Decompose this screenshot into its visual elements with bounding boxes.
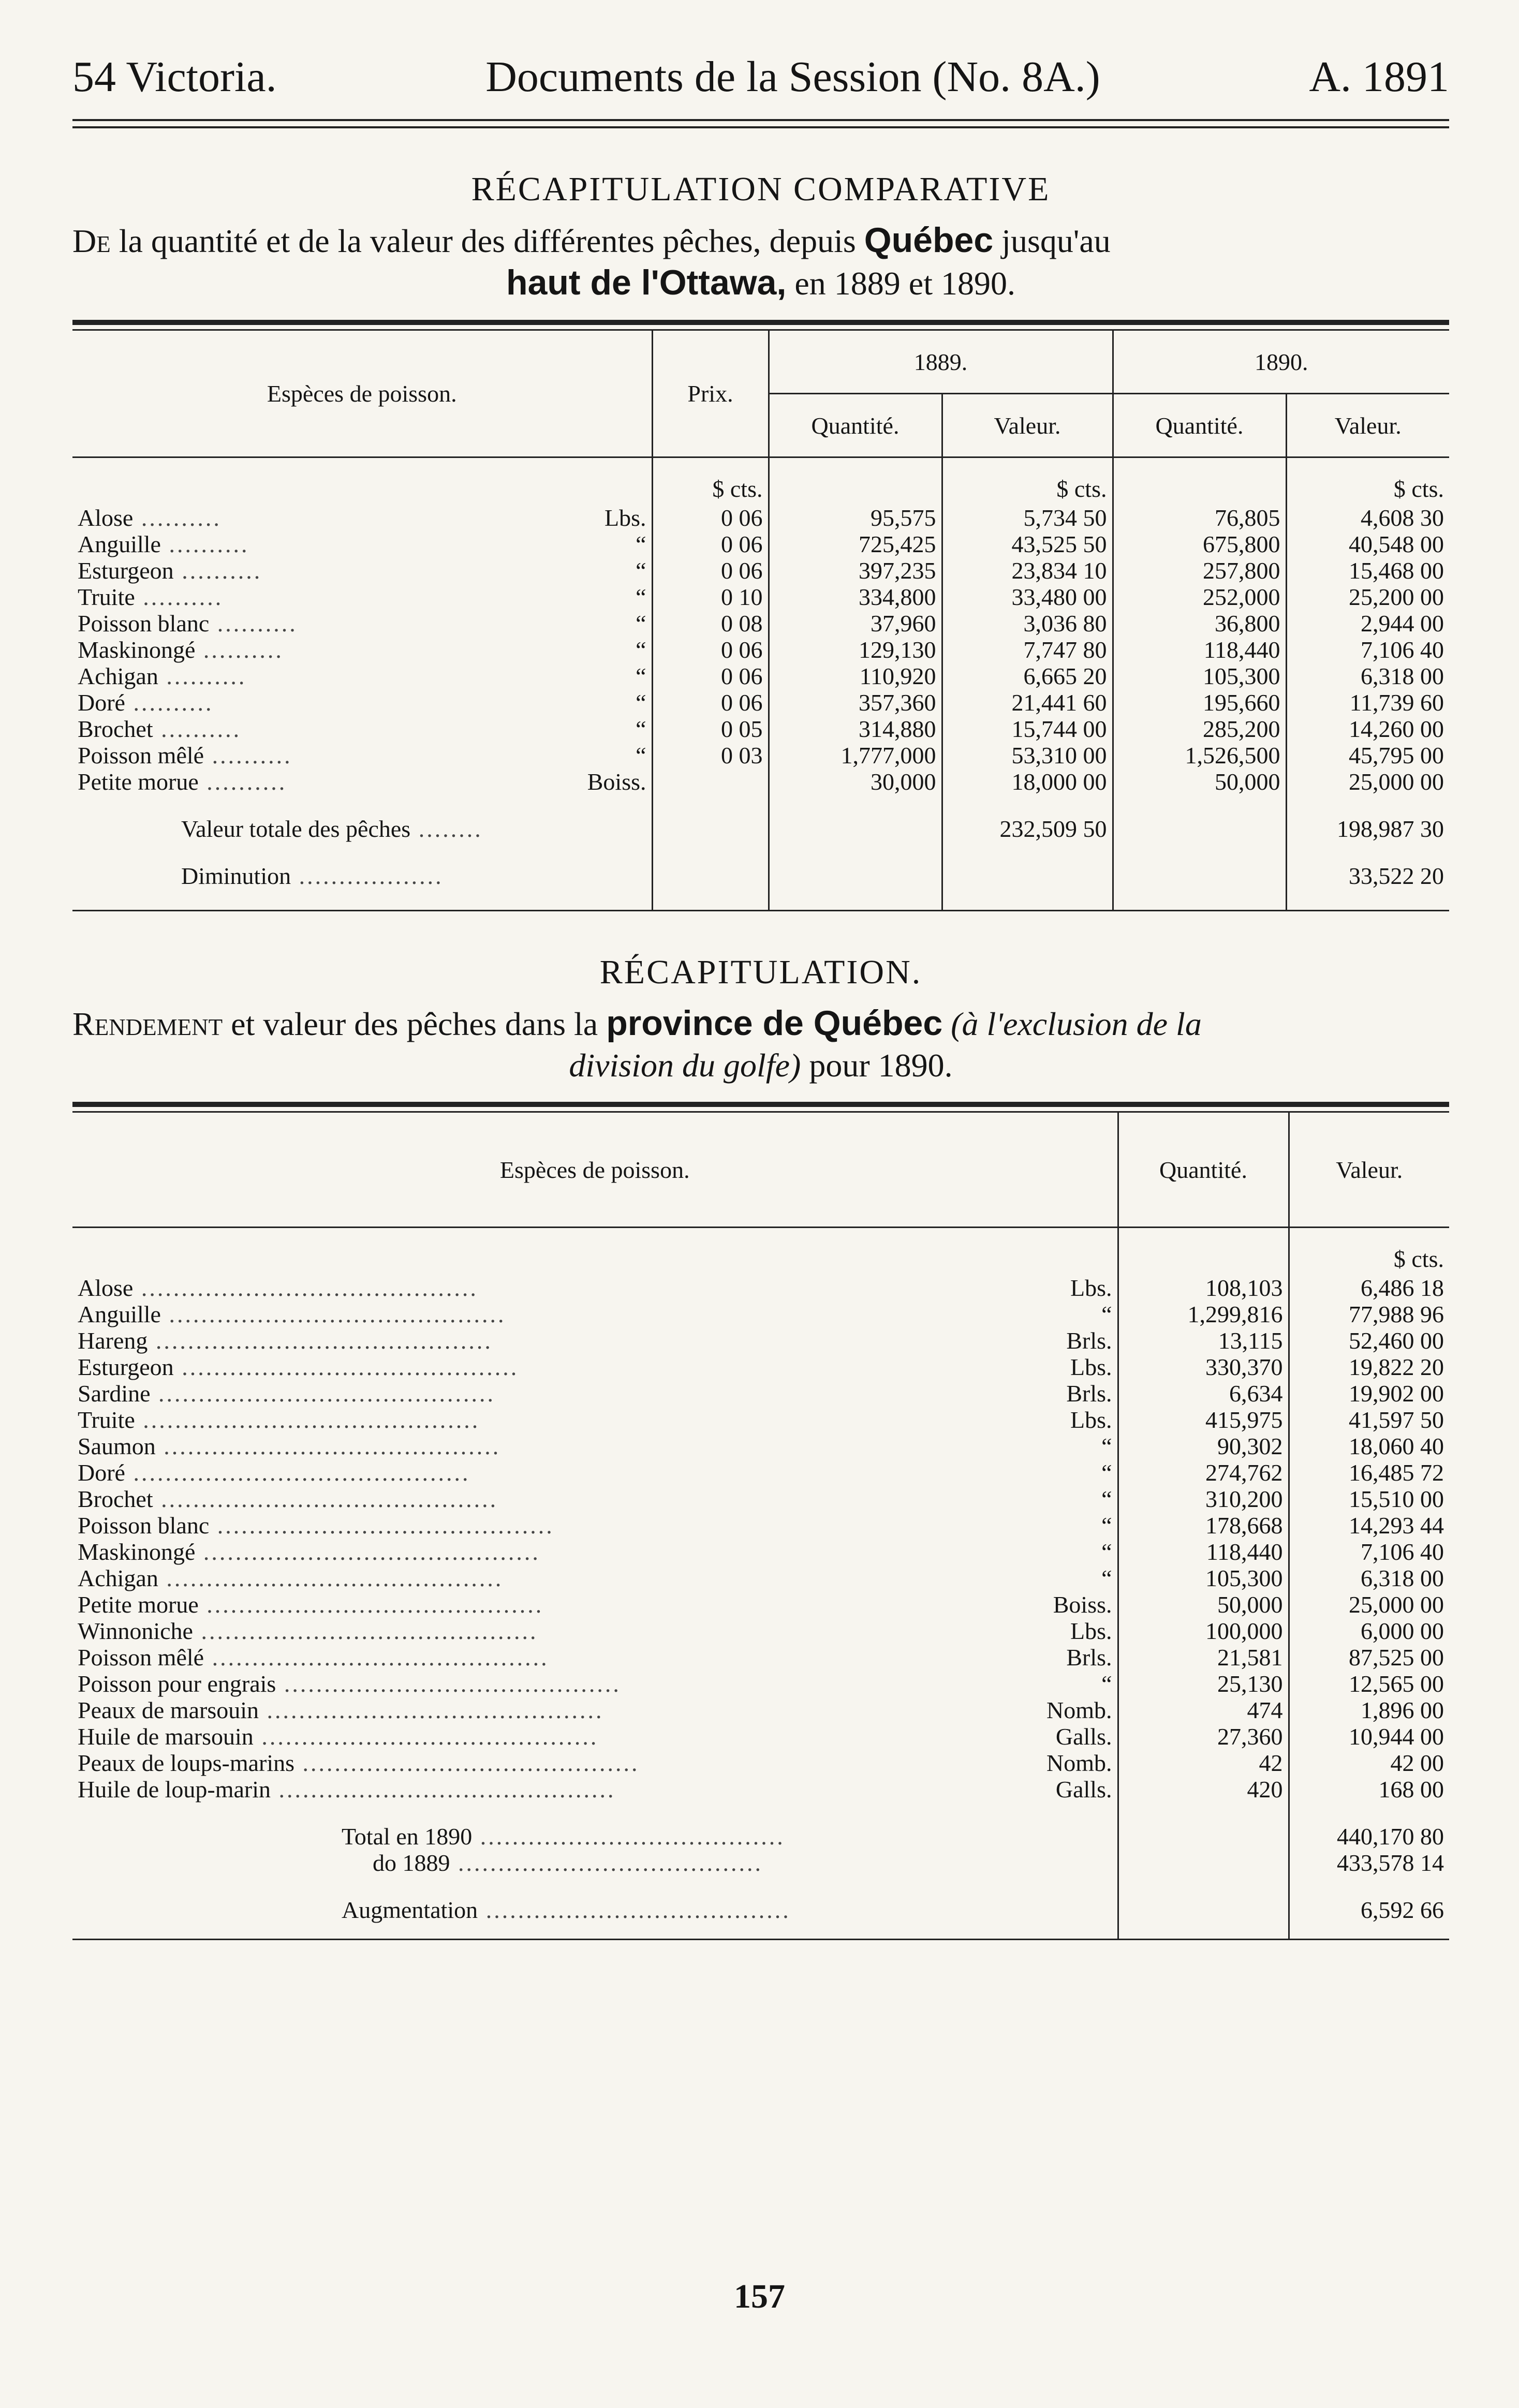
species-cell: Brochet .......... “ xyxy=(78,716,646,742)
quantity-cell: 330,370 xyxy=(1118,1354,1289,1380)
value-cell: 14,293 44 xyxy=(1289,1512,1449,1539)
augmentation-label: Augmentation xyxy=(342,1897,478,1923)
value-1890-cell: 7,106 40 xyxy=(1286,637,1449,663)
species-cell: Poisson blanc .......... “ xyxy=(78,610,646,637)
species-name: Maskinongé xyxy=(78,637,196,663)
price-cell: 0 03 xyxy=(652,742,769,769)
quantity-cell: 274,762 xyxy=(1118,1459,1289,1486)
table-row xyxy=(72,1644,1449,1671)
diminution-cell: 33,522 20 xyxy=(1286,863,1449,889)
species-name: Maskinongé xyxy=(78,1539,196,1565)
value-1889-cell: 21,441 60 xyxy=(942,689,1113,716)
price-cell: 0 06 xyxy=(652,689,769,716)
species-name: Anguille xyxy=(78,1301,161,1327)
species-cell: Poisson blanc .......................................... “ xyxy=(78,1512,1112,1539)
table-row xyxy=(72,1723,1449,1750)
value-cell: 168 00 xyxy=(1289,1776,1449,1803)
table-row xyxy=(72,557,1449,584)
species-cell: Maskinongé .......... “ xyxy=(78,637,646,663)
col-header-price: Prix. xyxy=(652,331,769,457)
species-unit: “ xyxy=(636,742,646,769)
table-row xyxy=(72,1327,1449,1354)
species-unit: Boiss. xyxy=(1053,1591,1112,1618)
species-unit: “ xyxy=(1101,1539,1112,1565)
section1-top-rule xyxy=(72,320,1449,331)
quantity-1889-cell: 95,575 xyxy=(769,505,942,531)
value-1890-cell: 25,200 00 xyxy=(1286,584,1449,610)
section2-subtitle-lead: Rendement xyxy=(72,1006,223,1042)
col-header-quantity-1889: Quantité. xyxy=(769,394,942,457)
species-name: Poisson blanc xyxy=(78,1512,210,1539)
section2-subtitle-bold: province de Québec xyxy=(606,1003,943,1043)
quantity-1890-cell: 105,300 xyxy=(1113,663,1286,689)
section1-subtitle-text1: la quantité et de la valeur des différentes pêches, depuis xyxy=(110,223,864,259)
diminution-label: Diminution xyxy=(181,863,291,889)
species-cell: Anguille .......................................... “ xyxy=(78,1301,1112,1327)
table-row xyxy=(72,1565,1449,1591)
quantity-cell: 118,440 xyxy=(1118,1539,1289,1565)
species-cell: Huile de marsouin .......................................... Galls. xyxy=(78,1723,1112,1750)
value-cell: 15,510 00 xyxy=(1289,1486,1449,1512)
value-cell: 16,485 72 xyxy=(1289,1459,1449,1486)
species-cell: Truite .......................................... Lbs. xyxy=(78,1407,1112,1433)
total-1890-label: Total en 1890 xyxy=(342,1823,473,1850)
value-cell: 12,565 00 xyxy=(1289,1671,1449,1697)
quantity-1890-cell: 195,660 xyxy=(1113,689,1286,716)
species-unit: Nomb. xyxy=(1046,1697,1112,1723)
value-cell: 25,000 00 xyxy=(1289,1591,1449,1618)
quantity-cell: 13,115 xyxy=(1118,1327,1289,1354)
species-name: Alose xyxy=(78,1275,134,1301)
table-row xyxy=(72,1671,1449,1697)
total-1889-label: do 1889 xyxy=(373,1850,450,1876)
species-name: Poisson mêlé xyxy=(78,1644,204,1671)
value-1889-cell: 53,310 00 xyxy=(942,742,1113,769)
price-cell: 0 08 xyxy=(652,610,769,637)
quantity-cell: 108,103 xyxy=(1118,1275,1289,1301)
species-name: Peaux de marsouin xyxy=(78,1697,259,1723)
species-unit: “ xyxy=(1101,1565,1112,1591)
section2-bottom-rule xyxy=(72,1939,1449,1940)
value-1889-cell: 5,734 50 xyxy=(942,505,1113,531)
quantity-1889-cell: 110,920 xyxy=(769,663,942,689)
quantity-1889-cell: 334,800 xyxy=(769,584,942,610)
total-row: Valeur totale des pêches ........ 232,509 50 198,987 30 xyxy=(72,816,1449,842)
quantity-cell: 1,299,816 xyxy=(1118,1301,1289,1327)
quantity-1890-cell: 36,800 xyxy=(1113,610,1286,637)
table-row xyxy=(72,769,1449,795)
species-unit: “ xyxy=(636,637,646,663)
table-row xyxy=(72,1591,1449,1618)
total-1889-row: do 1889 ...................................... 433,578 14 xyxy=(72,1850,1449,1876)
quantity-1889-cell: 357,360 xyxy=(769,689,942,716)
price-cell xyxy=(652,769,769,795)
species-name: Anguille xyxy=(78,531,161,557)
quantity-1889-cell: 30,000 xyxy=(769,769,942,795)
table-row xyxy=(72,610,1449,637)
section1-table xyxy=(72,331,1449,910)
col-header-species: Espèces de poisson. xyxy=(267,380,457,407)
species-cell: Peaux de marsouin .......................................... Nomb. xyxy=(78,1697,1112,1723)
species-name: Esturgeon xyxy=(78,557,174,584)
col-header-value-1890: Valeur. xyxy=(1286,394,1449,457)
section1-subtitle-bold1: Québec xyxy=(864,220,994,260)
quantity-cell: 420 xyxy=(1118,1776,1289,1803)
quantity-1890-cell: 1,526,500 xyxy=(1113,742,1286,769)
quantity-1889-cell: 314,880 xyxy=(769,716,942,742)
species-name: Sardine xyxy=(78,1380,151,1407)
value-1890-cell: 45,795 00 xyxy=(1286,742,1449,769)
value-1890-cell: 6,318 00 xyxy=(1286,663,1449,689)
quantity-cell: 105,300 xyxy=(1118,1565,1289,1591)
species-unit: Lbs. xyxy=(1070,1275,1112,1301)
species-cell: Hareng .......................................... Brls. xyxy=(78,1327,1112,1354)
table-row xyxy=(72,1407,1449,1433)
species-name: Brochet xyxy=(78,1486,153,1512)
species-name: Alose xyxy=(78,505,134,531)
quantity-1889-cell: 129,130 xyxy=(769,637,942,663)
s2-col-header-value: Valeur. xyxy=(1289,1113,1449,1228)
value-cell: 77,988 96 xyxy=(1289,1301,1449,1327)
value-1890-cell: 25,000 00 xyxy=(1286,769,1449,795)
species-unit: Boiss. xyxy=(587,769,646,795)
col-header-value-1889: Valeur. xyxy=(942,394,1113,457)
table-row xyxy=(72,1275,1449,1301)
quantity-cell: 25,130 xyxy=(1118,1671,1289,1697)
quantity-cell: 474 xyxy=(1118,1697,1289,1723)
table-row xyxy=(72,1697,1449,1723)
species-unit: Lbs. xyxy=(604,505,646,531)
table-row xyxy=(72,531,1449,557)
value-cell: 10,944 00 xyxy=(1289,1723,1449,1750)
value-cell: 7,106 40 xyxy=(1289,1539,1449,1565)
price-cell: 0 06 xyxy=(652,505,769,531)
col-header-1890: 1890. xyxy=(1113,331,1449,394)
species-name: Hareng xyxy=(78,1327,148,1354)
species-name: Huile de marsouin xyxy=(78,1723,254,1750)
species-cell: Peaux de loups-marins .......................................... Nomb. xyxy=(78,1750,1112,1776)
value-1890-cell: 14,260 00 xyxy=(1286,716,1449,742)
value-1889-cts-header: $ cts. xyxy=(942,458,1113,505)
section1-subtitle-text2: jusqu'au xyxy=(993,223,1111,259)
species-unit: “ xyxy=(1101,1486,1112,1512)
species-name: Poisson pour engrais xyxy=(78,1671,276,1697)
price-cell: 0 10 xyxy=(652,584,769,610)
quantity-1889-cell: 725,425 xyxy=(769,531,942,557)
value-cell: 6,318 00 xyxy=(1289,1565,1449,1591)
species-cell: Doré .......................................... “ xyxy=(78,1459,1112,1486)
species-unit: Galls. xyxy=(1055,1723,1112,1750)
value-1890-cell: 2,944 00 xyxy=(1286,610,1449,637)
value-cell: 1,896 00 xyxy=(1289,1697,1449,1723)
species-cell: Alose .......................................... Lbs. xyxy=(78,1275,1112,1301)
value-cell: 18,060 40 xyxy=(1289,1433,1449,1459)
quantity-1890-cell: 252,000 xyxy=(1113,584,1286,610)
species-cell: Sardine .......................................... Brls. xyxy=(78,1380,1112,1407)
table-row xyxy=(72,1301,1449,1327)
value-1889-cell: 18,000 00 xyxy=(942,769,1113,795)
species-name: Truite xyxy=(78,584,135,610)
species-name: Huile de loup-marin xyxy=(78,1776,271,1803)
species-unit: Brls. xyxy=(1066,1380,1112,1407)
quantity-cell: 415,975 xyxy=(1118,1407,1289,1433)
value-1889-cell: 3,036 80 xyxy=(942,610,1113,637)
price-cell: 0 06 xyxy=(652,663,769,689)
species-name: Doré xyxy=(78,689,125,716)
table-row xyxy=(72,1618,1449,1644)
species-name: Saumon xyxy=(78,1433,156,1459)
species-name: Achigan xyxy=(78,1565,158,1591)
table-row xyxy=(72,1354,1449,1380)
quantity-cell: 27,360 xyxy=(1118,1723,1289,1750)
quantity-1890-cell: 118,440 xyxy=(1113,637,1286,663)
value-cell: 41,597 50 xyxy=(1289,1407,1449,1433)
table-row xyxy=(72,505,1449,531)
value-cell: 19,822 20 xyxy=(1289,1354,1449,1380)
species-unit: Lbs. xyxy=(1070,1618,1112,1644)
species-unit: “ xyxy=(1101,1671,1112,1697)
augmentation-row: Augmentation ...................................... 6,592 66 xyxy=(72,1897,1449,1923)
table-row xyxy=(72,689,1449,716)
section1-subtitle-lead: De xyxy=(72,223,111,259)
species-cell: Huile de loup-marin .......................................... Galls. xyxy=(78,1776,1112,1803)
quantity-cell: 6,634 xyxy=(1118,1380,1289,1407)
section1-bottom-rule xyxy=(72,910,1449,911)
value-1889-cell: 43,525 50 xyxy=(942,531,1113,557)
section2-title: RÉCAPITULATION. xyxy=(599,953,922,991)
total-1890-value: 440,170 80 xyxy=(1289,1823,1449,1850)
quantity-cell: 21,581 xyxy=(1118,1644,1289,1671)
species-cell: Alose .......... Lbs. xyxy=(78,505,646,531)
s2-col-header-species: Espèces de poisson. xyxy=(499,1156,690,1183)
table-row xyxy=(72,1776,1449,1803)
species-unit: Nomb. xyxy=(1046,1750,1112,1776)
value-1890-cell: 15,468 00 xyxy=(1286,557,1449,584)
page-number: 157 xyxy=(734,2278,785,2315)
value-cell: 52,460 00 xyxy=(1289,1327,1449,1354)
table-row xyxy=(72,742,1449,769)
section2-subtitle-text2: pour 1890. xyxy=(801,1047,953,1084)
species-unit: Lbs. xyxy=(1070,1407,1112,1433)
species-unit: “ xyxy=(636,689,646,716)
s2-col-header-quantity: Quantité. xyxy=(1118,1113,1289,1228)
section2-table xyxy=(72,1113,1449,1939)
species-name: Peaux de loups-marins xyxy=(78,1750,295,1776)
section2-subtitle-italic2: division du golfe) xyxy=(569,1047,801,1084)
species-unit: Lbs. xyxy=(1070,1354,1112,1380)
species-unit: Galls. xyxy=(1055,1776,1112,1803)
value-1890-cts-header: $ cts. xyxy=(1286,458,1449,505)
total-1889-cell: 232,509 50 xyxy=(942,816,1113,842)
species-unit: “ xyxy=(636,531,646,557)
section2-subtitle-text1: et valeur des pêches dans la xyxy=(223,1006,607,1042)
species-unit: “ xyxy=(1101,1301,1112,1327)
species-name: Doré xyxy=(78,1459,125,1486)
species-unit: “ xyxy=(1101,1433,1112,1459)
species-cell: Winnoniche .......................................... Lbs. xyxy=(78,1618,1112,1644)
price-cell: 0 06 xyxy=(652,557,769,584)
quantity-cell: 50,000 xyxy=(1118,1591,1289,1618)
species-unit: “ xyxy=(1101,1459,1112,1486)
value-1890-cell: 4,608 30 xyxy=(1286,505,1449,531)
quantity-1890-cell: 285,200 xyxy=(1113,716,1286,742)
section1-subtitle-text3: en 1889 et 1890. xyxy=(786,265,1015,302)
species-cell: Saumon .......................................... “ xyxy=(78,1433,1112,1459)
table-row xyxy=(72,1486,1449,1512)
species-cell: Anguille .......... “ xyxy=(78,531,646,557)
price-cts-header: $ cts. xyxy=(652,458,769,505)
quantity-1890-cell: 675,800 xyxy=(1113,531,1286,557)
price-cell: 0 06 xyxy=(652,531,769,557)
quantity-cell: 178,668 xyxy=(1118,1512,1289,1539)
diminution-row: Diminution .................. 33,522 20 xyxy=(72,863,1449,889)
species-name: Esturgeon xyxy=(78,1354,174,1380)
species-unit: Brls. xyxy=(1066,1327,1112,1354)
section1-title: RÉCAPITULATION COMPARATIVE xyxy=(471,170,1051,208)
section1-subtitle-bold2: haut de l'Ottawa, xyxy=(506,263,787,302)
species-name: Truite xyxy=(78,1407,135,1433)
header-rule xyxy=(72,119,1449,128)
quantity-1890-cell: 50,000 xyxy=(1113,769,1286,795)
species-cell: Esturgeon .......... “ xyxy=(78,557,646,584)
header-center: Documents de la Session (No. 8A.) xyxy=(485,53,1100,101)
value-1890-cell: 40,548 00 xyxy=(1286,531,1449,557)
table-row xyxy=(72,637,1449,663)
species-cell: Poisson mêlé .......................................... Brls. xyxy=(78,1644,1112,1671)
value-cell: 6,000 00 xyxy=(1289,1618,1449,1644)
table-row xyxy=(72,1512,1449,1539)
species-cell: Petite morue .......................................... Boiss. xyxy=(78,1591,1112,1618)
section2-subtitle xyxy=(72,1002,1449,1086)
section1-subtitle xyxy=(72,219,1449,304)
table-row xyxy=(72,1459,1449,1486)
quantity-1889-cell: 37,960 xyxy=(769,610,942,637)
header-left: 54 Victoria. xyxy=(72,53,277,101)
value-cell: 19,902 00 xyxy=(1289,1380,1449,1407)
species-cell: Maskinongé .......................................... “ xyxy=(78,1539,1112,1565)
species-unit: “ xyxy=(636,610,646,637)
total-1890-row: Total en 1890 ...................................... 440,170 80 xyxy=(72,1823,1449,1850)
species-name: Poisson mêlé xyxy=(78,742,204,769)
running-header xyxy=(72,52,1449,119)
species-cell: Petite morue .......... Boiss. xyxy=(78,769,646,795)
value-1889-cell: 15,744 00 xyxy=(942,716,1113,742)
price-cell: 0 05 xyxy=(652,716,769,742)
species-cell: Achigan .......................................... “ xyxy=(78,1565,1112,1591)
table-row xyxy=(72,663,1449,689)
section2-subtitle-italic1: (à l'exclusion de la xyxy=(951,1006,1202,1042)
value-1889-cell: 23,834 10 xyxy=(942,557,1113,584)
species-cell: Poisson pour engrais .......................................... “ xyxy=(78,1671,1112,1697)
species-name: Poisson blanc xyxy=(78,610,210,637)
value-1889-cell: 6,665 20 xyxy=(942,663,1113,689)
species-cell: Poisson mêlé .......... “ xyxy=(78,742,646,769)
value-cell: 87,525 00 xyxy=(1289,1644,1449,1671)
species-unit: “ xyxy=(1101,1512,1112,1539)
species-unit: Brls. xyxy=(1066,1644,1112,1671)
table-row xyxy=(72,1380,1449,1407)
total-1889-value: 433,578 14 xyxy=(1289,1850,1449,1876)
total-1890-cell: 198,987 30 xyxy=(1286,816,1449,842)
quantity-cell: 42 xyxy=(1118,1750,1289,1776)
species-unit: “ xyxy=(636,716,646,742)
price-cell: 0 06 xyxy=(652,637,769,663)
quantity-cell: 100,000 xyxy=(1118,1618,1289,1644)
table-row xyxy=(72,584,1449,610)
species-name: Petite morue xyxy=(78,1591,199,1618)
species-name: Winnoniche xyxy=(78,1618,193,1644)
value-cell: 6,486 18 xyxy=(1289,1275,1449,1301)
value-1890-cell: 11,739 60 xyxy=(1286,689,1449,716)
quantity-cell: 90,302 xyxy=(1118,1433,1289,1459)
species-unit: “ xyxy=(636,557,646,584)
quantity-1889-cell: 397,235 xyxy=(769,557,942,584)
value-cell: 42 00 xyxy=(1289,1750,1449,1776)
augmentation-value: 6,592 66 xyxy=(1289,1897,1449,1923)
species-unit: “ xyxy=(636,663,646,689)
value-1889-cell: 33,480 00 xyxy=(942,584,1113,610)
species-cell: Esturgeon .......................................... Lbs. xyxy=(78,1354,1112,1380)
quantity-1890-cell: 76,805 xyxy=(1113,505,1286,531)
header-right: A. 1891 xyxy=(1309,53,1449,101)
quantity-1889-cell: 1,777,000 xyxy=(769,742,942,769)
col-header-quantity-1890: Quantité. xyxy=(1113,394,1286,457)
species-cell: Doré .......... “ xyxy=(78,689,646,716)
quantity-1890-cell: 257,800 xyxy=(1113,557,1286,584)
document-page xyxy=(72,52,1449,1940)
quantity-cell: 310,200 xyxy=(1118,1486,1289,1512)
value-1889-cell: 7,747 80 xyxy=(942,637,1113,663)
table-row xyxy=(72,1539,1449,1565)
species-cell: Brochet .......................................... “ xyxy=(78,1486,1112,1512)
s2-value-cts-header: $ cts. xyxy=(1289,1228,1449,1275)
table-row xyxy=(72,716,1449,742)
table-row xyxy=(72,1750,1449,1776)
species-name: Brochet xyxy=(78,716,153,742)
col-header-1889: 1889. xyxy=(769,331,1113,394)
species-unit: “ xyxy=(636,584,646,610)
species-name: Petite morue xyxy=(78,769,199,795)
species-cell: Achigan .......... “ xyxy=(78,663,646,689)
species-cell: Truite .......... “ xyxy=(78,584,646,610)
total-label: Valeur totale des pêches xyxy=(181,816,411,842)
table-row xyxy=(72,1433,1449,1459)
species-name: Achigan xyxy=(78,663,158,689)
section2-top-rule xyxy=(72,1102,1449,1113)
